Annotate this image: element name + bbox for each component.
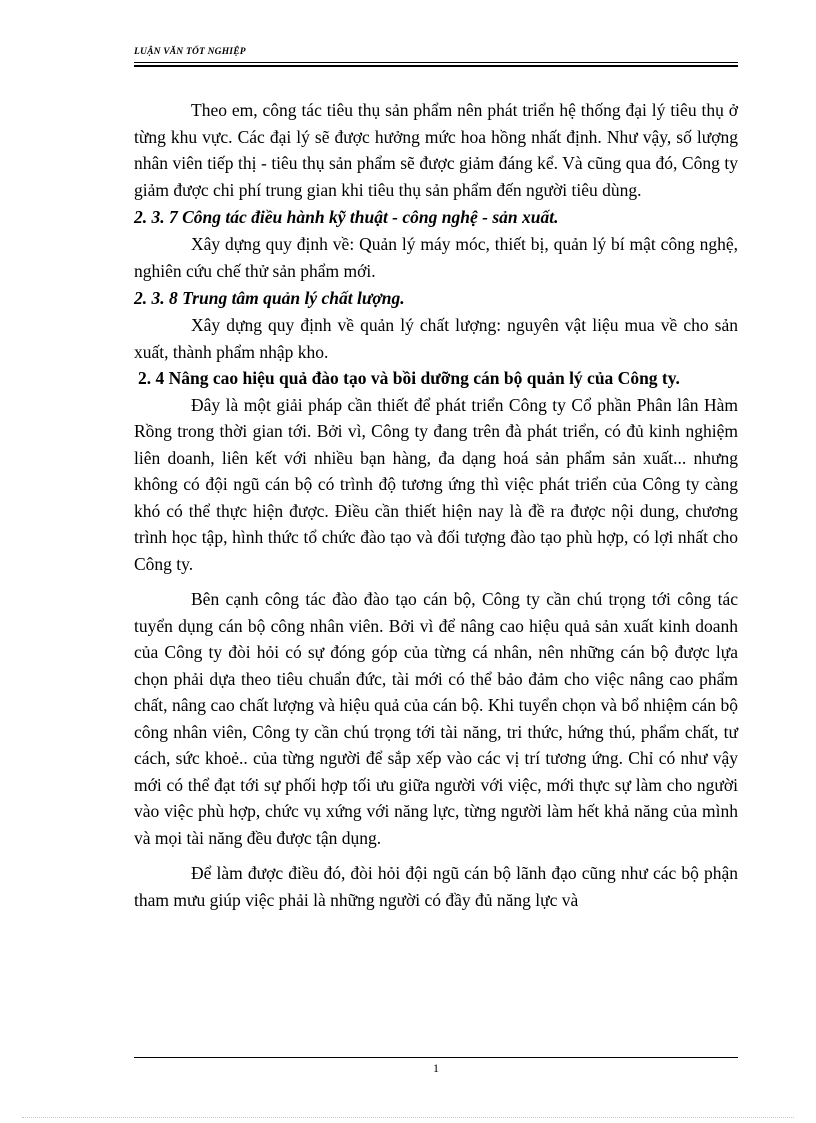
paragraph-technical-management: Xây dựng quy định về: Quản lý máy móc, thiết bị, quản lý bí mật công nghệ, nghiên cứu chế thử sản phẩm mới. bbox=[134, 234, 738, 281]
document-body bbox=[134, 97, 738, 913]
paragraph-recruitment: Bên cạnh công tác đào đào tạo cán bộ, Công ty cần chú trọng tới công tác tuyển dụng cán bộ công nhân viên. Bởi vì để nâng cao hiệu quả sản xuất kinh doanh của Công ty đòi hỏi có sự đóng góp của từng cá nhân, nên những cán bộ được lựa chọn phải dựa theo tiêu chuẩn đức, tài mới có thể bảo đảm cho việc nâng cao phẩm chất, nâng cao chất lượng và hiệu quả của cán bộ. Khi tuyển chọn và bổ nhiệm cán bộ công nhân viên, Công ty cần chú trọng tới tài năng, tri thức, hứng thú, phẩm chất, tư cách, sức khoẻ.. của từng người để sắp xếp vào các vị trí tương ứng. Chỉ có như vậy mới có thể đạt tới sự phối hợp tối ưu giữa người với việc, mới thực sự làm cho người vào việc phù hợp, chức vụ xứng với năng lực, từng người làm hết khả năng của mình và mọi tài năng đều được tận dụng. bbox=[134, 589, 738, 848]
header-rule-thin bbox=[134, 62, 738, 63]
header-rule-thick bbox=[134, 65, 738, 67]
heading-section-2-4: 2. 4 Nâng cao hiệu quả đào tạo và bồi dưỡng cán bộ quản lý của Công ty. bbox=[138, 368, 680, 388]
page-bottom-dotted-border bbox=[22, 1117, 794, 1118]
footer-rule bbox=[134, 1057, 738, 1058]
paragraph-leadership: Để làm được điều đó, đòi hỏi đội ngũ cán bộ lãnh đạo cũng như các bộ phận tham mưu giúp việc phải là những người có đầy đủ năng lực và bbox=[134, 863, 738, 910]
heading-section-2-3-8: 2. 3. 8 Trung tâm quản lý chất lượng. bbox=[134, 288, 405, 308]
page-number: 1 bbox=[433, 1061, 439, 1075]
heading-section-2-3-7: 2. 3. 7 Công tác điều hành kỹ thuật - công nghệ - sản xuất. bbox=[134, 207, 559, 227]
paragraph-training-solution: Đây là một giải pháp cần thiết để phát triển Công ty Cổ phần Phân lân Hàm Rồng trong thời gian tới. Bởi vì, Công ty đang trên đà phát triển, có đủ kinh nghiệm liên doanh, liên kết với nhiều bạn hàng, đa dạng hoá sản phẩm sản xuất... nhưng không có đội ngũ cán bộ có trình độ tương ứng thì việc phát triển của Công ty càng khó có thể thực hiện được. Điều cần thiết hiện nay là đề ra được nội dung, chương trình học tập, hình thức tổ chức đào tạo và đối tượng đào tạo phù hợp, có lợi nhất cho Công ty. bbox=[134, 394, 738, 574]
paragraph-quality-management: Xây dựng quy định về quản lý chất lượng: nguyên vật liệu mua về cho sản xuất, thành phẩm nhập kho. bbox=[134, 315, 738, 362]
header-title: LUẬN VĂN TỐT NGHIỆP bbox=[134, 47, 246, 57]
paragraph-sales-agents: Theo em, công tác tiêu thụ sản phẩm nên phát triển hệ thống đại lý tiêu thụ ở từng khu vực. Các đại lý sẽ được hưởng mức hoa hồng nhất định. Như vậy, số lượng nhân viên tiếp thị - tiêu thụ sản phẩm sẽ được giảm đáng kể. Và cũng qua đó, Công ty giảm được chi phí trung gian khi tiêu thụ sản phẩm đến người tiêu dùng. bbox=[134, 100, 738, 200]
